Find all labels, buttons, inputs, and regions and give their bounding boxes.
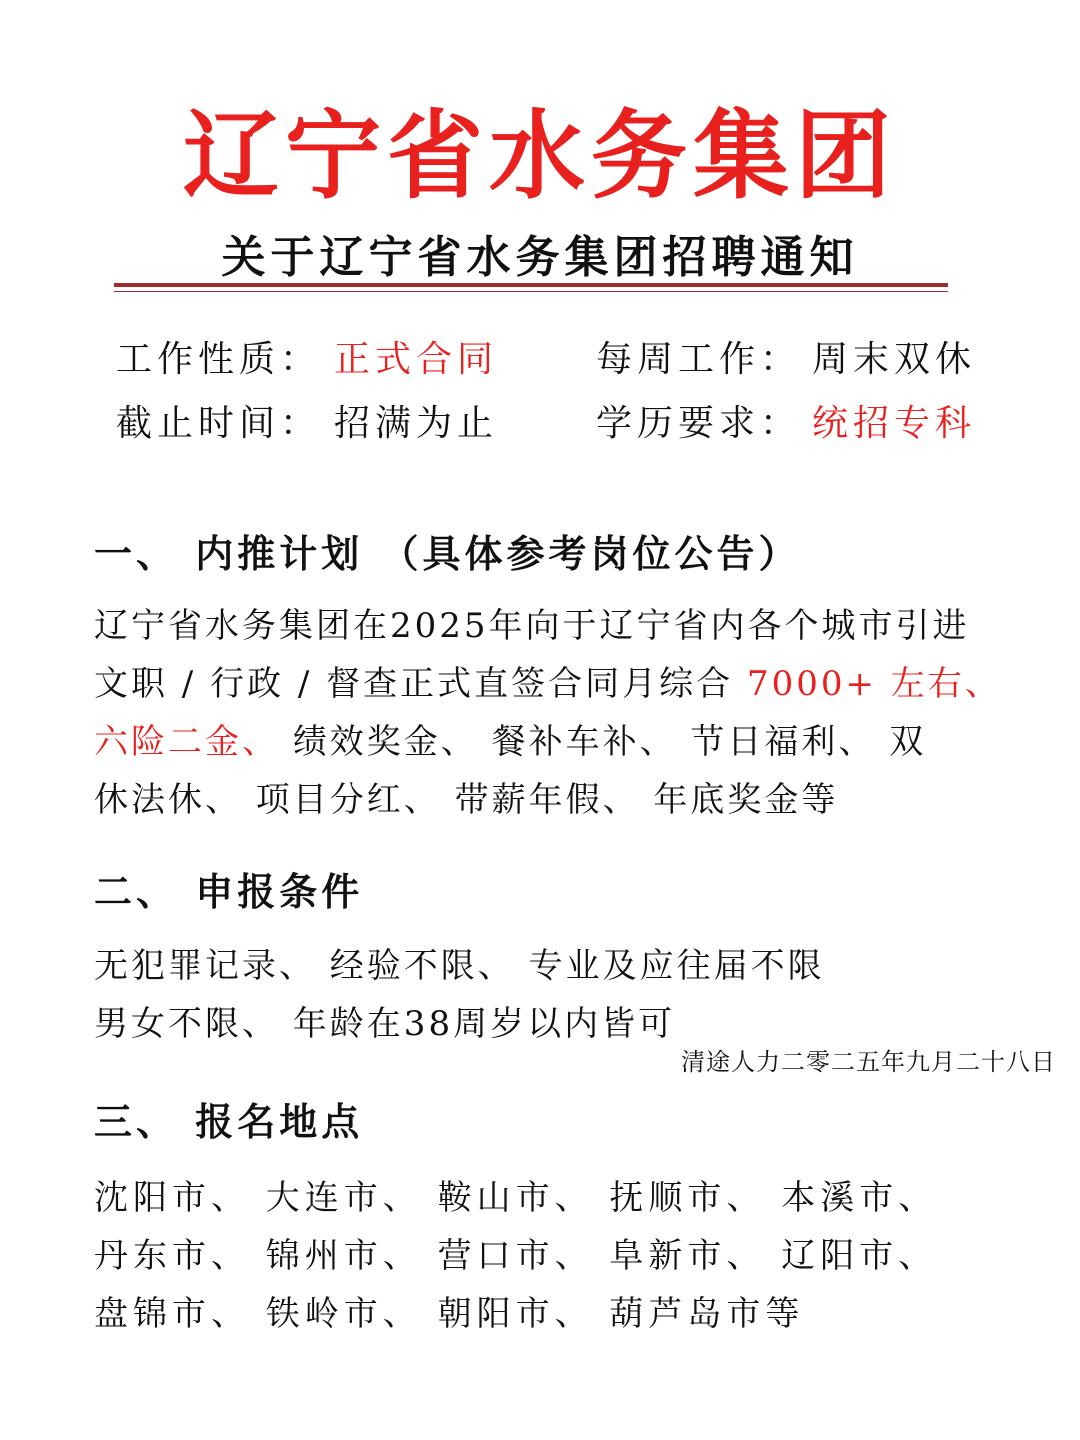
- page-title: 辽宁省水务集团: [183, 99, 897, 212]
- section3-line2: 丹东市、 锦州市、 营口市、 阜新市、 辽阳市、: [94, 1236, 938, 1276]
- title-rule-thin: [114, 291, 948, 292]
- title-rule-thick: [114, 283, 948, 287]
- info-deadline-value: 招满为止: [334, 403, 499, 444]
- info-weekly-value: 周末双休: [812, 339, 977, 380]
- section1-line3: [94, 720, 926, 764]
- section1-line3-text: 绩效奖金、 餐补车补、 节日福利、 双: [292, 722, 927, 762]
- section1-line4: 休法休、 项目分红、 带薪年假、 年底奖金等: [94, 780, 839, 820]
- section2-line1: 无犯罪记录、 经验不限、 专业及应往届不限: [94, 946, 825, 986]
- section1-line2-highlight: 7000+ 左右、: [746, 664, 1002, 704]
- section1-line2-text: 文职 / 行政 / 督查正式直签合同月综合: [94, 664, 734, 704]
- info-nature-label: 工作性质：: [116, 339, 322, 380]
- page-subtitle: 关于辽宁省水务集团招聘通知: [221, 232, 859, 283]
- section3-line3: 盘锦市、 铁岭市、 朝阳市、 葫芦岛市等: [94, 1294, 805, 1334]
- section3-heading: 三、 报名地点: [94, 1099, 364, 1144]
- section3-line1: 沈阳市、 大连市、 鞍山市、 抚顺市、 本溪市、: [94, 1178, 938, 1218]
- info-edu-value: 统招专科: [812, 403, 977, 444]
- info-weekly-label: 每周工作：: [596, 339, 802, 380]
- section1-line2: [94, 662, 1002, 706]
- info-nature-value: 正式合同: [334, 339, 499, 380]
- section2-line2: 男女不限、 年龄在38周岁以内皆可: [94, 1004, 676, 1044]
- section1-line3-highlight: 六险二金、: [94, 722, 279, 762]
- footer-signature: 清途人力二零二五年九月二十八日: [681, 1048, 1056, 1076]
- section1-line1: 辽宁省水务集团在2025年向于辽宁省内各个城市引进: [94, 606, 970, 646]
- section2-heading: 二、 申报条件: [94, 869, 364, 914]
- section1-heading: 一、 内推计划 （具体参考岗位公告）: [94, 531, 801, 576]
- info-deadline-label: 截止时间：: [116, 403, 322, 444]
- info-edu-label: 学历要求：: [596, 403, 802, 444]
